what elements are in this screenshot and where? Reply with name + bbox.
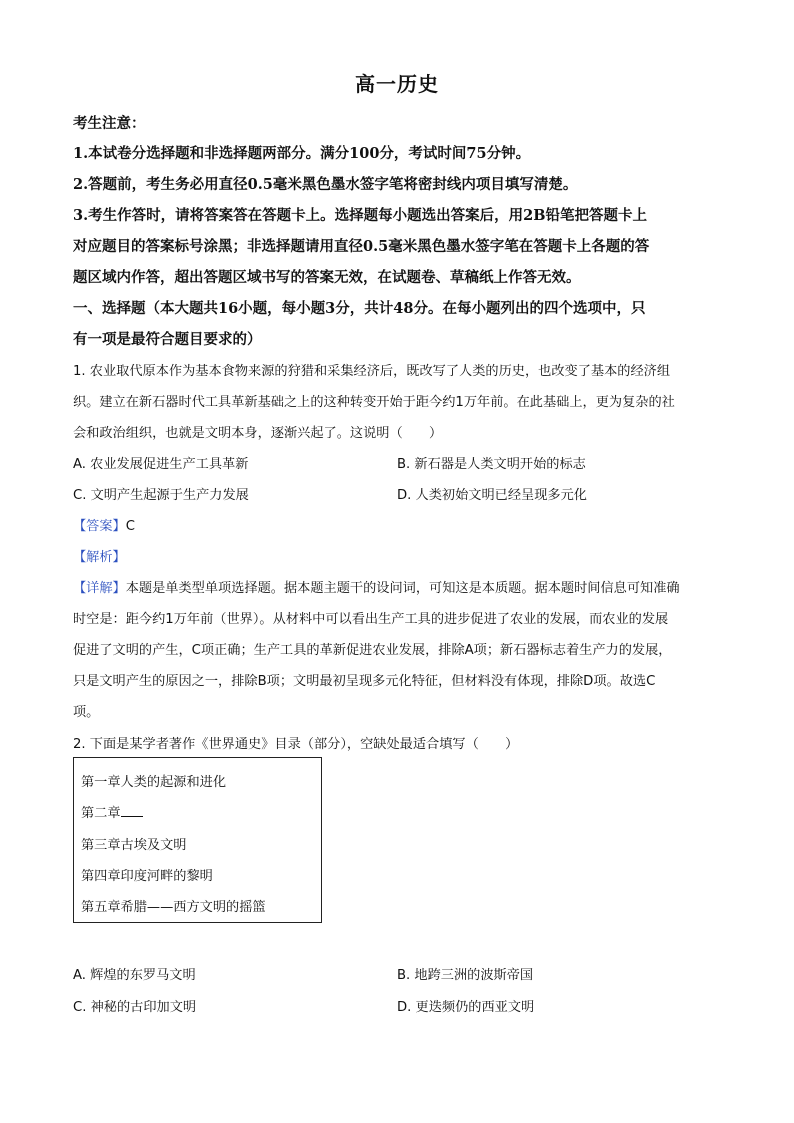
- q1-detail-line-3: 促进了文明的产生，C项正确；生产工具的革新促进农业发展，排除A项；新石器标志着生产力的发展，: [73, 643, 672, 658]
- q1-option-b: B. 新石器是人类文明开始的标志: [397, 457, 586, 472]
- q1-detail-line-2: 时空是：距今约1万年前（世界）。从材料中可以看出生产工具的进步促进了农业的发展，而农业的发展: [73, 612, 669, 627]
- toc-chapter-2: [81, 802, 143, 821]
- toc-blank-line: [121, 804, 143, 817]
- section-heading-cont: 有一项是最符合题目要求的）: [73, 331, 262, 348]
- notice-item-2: 2.答题前，考生务必用直径0.5毫米黑色墨水签字笔将密封线内项目填写清楚。: [73, 176, 578, 193]
- toc-chapter-2-label: 第二章: [81, 806, 121, 821]
- page-title: 高一历史: [355, 72, 439, 96]
- toc-chapter-5: 第五章希腊——西方文明的摇篮: [81, 900, 266, 915]
- toc-chapter-3: 第三章古埃及文明: [81, 838, 187, 853]
- analysis-tag: 【解析】: [73, 550, 126, 565]
- q1-stem-line-2: 织。建立在新石器时代工具革新基础之上的这种转变开始于距今约1万年前。在此基础上，更为复杂的社: [73, 395, 675, 410]
- q2-option-d: D. 更迭频仍的西亚文明: [397, 1000, 535, 1015]
- q2-table-of-contents: [73, 757, 322, 923]
- q2-option-c: C. 神秘的古印加文明: [73, 1000, 197, 1015]
- section-heading: 一、选择题（本大题共16小题，每小题3分，共计48分。在每小题列出的四个选项中，只: [73, 300, 646, 317]
- answer-value: C: [125, 519, 135, 534]
- q1-detail-line-5: 项。: [73, 705, 100, 720]
- toc-chapter-4: 第四章印度河畔的黎明: [81, 869, 213, 884]
- q1-analysis: [73, 546, 723, 565]
- detail-tag: 【详解】: [73, 581, 126, 596]
- q1-detail-line-4: 只是文明产生的原因之一，排除B项；文明最初呈现多元化特征，但材料没有体现，排除D项。故选C: [73, 674, 656, 689]
- q1-stem-line-3: 会和政治组织，也就是文明本身，逐渐兴起了。这说明（ ）: [73, 426, 443, 441]
- notice-item-3-cont-1: 对应题目的答案标号涂黑；非选择题请用直径0.5毫米黑色墨水签字笔在答题卡上各题的答: [73, 238, 650, 255]
- notice-item-3-cont-2: 题区域内作答，超出答题区域书写的答案无效，在试题卷、草稿纸上作答无效。: [73, 269, 581, 286]
- q1-option-d: D. 人类初始文明已经呈现多元化: [397, 488, 587, 503]
- q1-option-a: A. 农业发展促进生产工具革新: [73, 457, 249, 472]
- q1-stem-line-1: 1. 农业取代原本作为基本食物来源的狩猎和采集经济后，既改写了人类的历史，也改变了基本的经济组: [73, 364, 671, 379]
- detail-text-1: 本题是单类型单项选择题。据本题主题干的设问词，可知这是本质题。据本题时间信息可知准确: [125, 581, 680, 596]
- notice-heading: 考生注意：: [73, 115, 146, 132]
- toc-chapter-1: 第一章人类的起源和进化: [81, 775, 227, 790]
- q1-detail-line-1: [73, 577, 723, 596]
- q2-option-a: A. 辉煌的东罗马文明: [73, 968, 196, 983]
- answer-tag: 【答案】: [73, 519, 126, 534]
- q2-option-b: B. 地跨三洲的波斯帝国: [397, 968, 534, 983]
- q1-option-c: C. 文明产生起源于生产力发展: [73, 488, 249, 503]
- notice-item-1: 1.本试卷分选择题和非选择题两部分。满分100分，考试时间75分钟。: [73, 145, 531, 162]
- q1-answer: [73, 515, 723, 534]
- notice-item-3: 3.考生作答时，请将答案答在答题卡上。选择题每小题选出答案后，用2B铅笔把答题卡上: [73, 207, 647, 224]
- q2-stem: 2. 下面是某学者著作《世界通史》目录（部分），空缺处最适合填写（ ）: [73, 737, 519, 752]
